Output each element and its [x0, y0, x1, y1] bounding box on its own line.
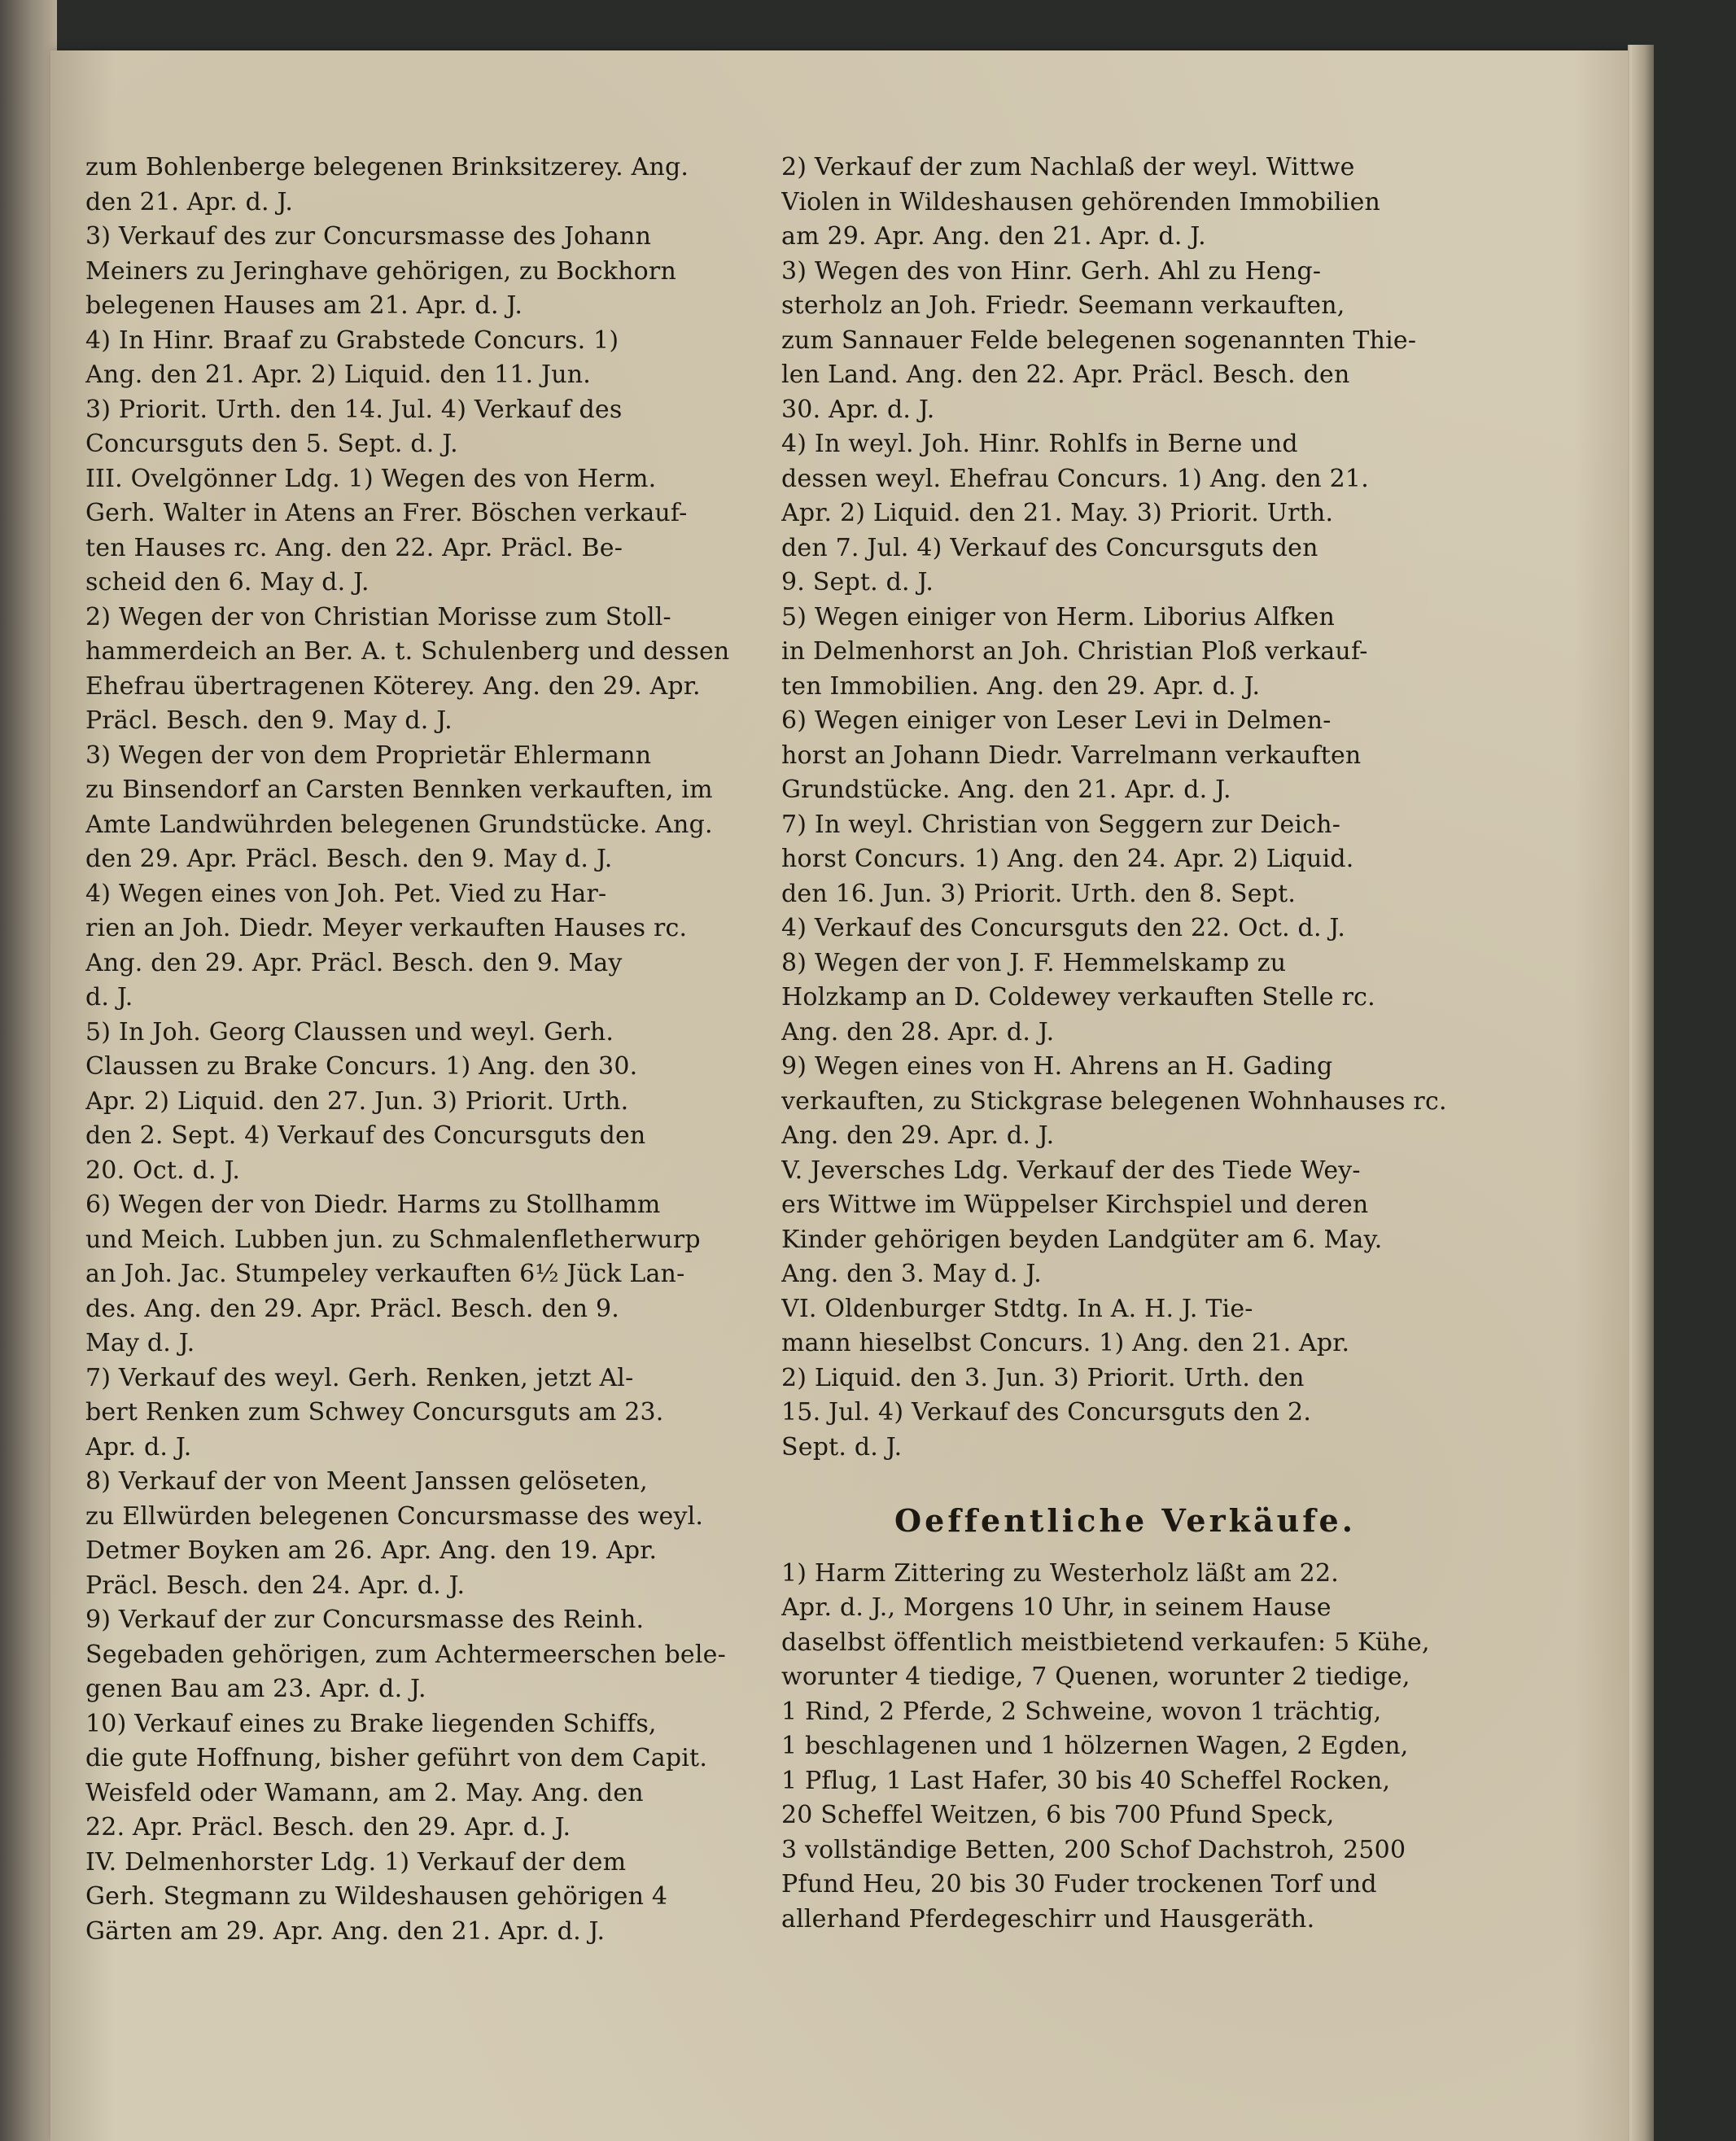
text-line: len Land. Ang. den 22. Apr. Präcl. Besch. den — [781, 360, 1350, 389]
text-line: Apr. 2) Liquid. den 21. May. 3) Priorit. Urth. — [781, 499, 1334, 527]
text-line: allerhand Pferdegeschirr und Hausgeräth. — [781, 1904, 1315, 1933]
text-line: Claussen zu Brake Concurs. 1) Ang. den 30. — [85, 1052, 638, 1081]
text-line: Apr. d. J., Morgens 10 Uhr, in seinem Hause — [781, 1593, 1332, 1622]
text-line: 15. Jul. 4) Verkauf des Concursguts den 2. — [781, 1398, 1312, 1427]
text-line: horst an Johann Diedr. Varrelmann verkauften — [781, 741, 1362, 770]
text-line: Violen in Wildeshausen gehörenden Immobilien — [781, 187, 1381, 216]
text-line: 8) Wegen der von J. F. Hemmelskamp zu — [781, 948, 1287, 977]
text-line: Gärten am 29. Apr. Ang. den 21. Apr. d. J. — [85, 1916, 606, 1946]
text-line: und Meich. Lubben jun. zu Schmalenfletherwurp — [85, 1225, 701, 1254]
text-line: 22. Apr. Präcl. Besch. den 29. Apr. d. J. — [85, 1813, 571, 1842]
text-line: ten Immobilien. Ang. den 29. Apr. d. J. — [781, 671, 1261, 701]
text-line: 30. Apr. d. J. — [781, 395, 935, 424]
text-line: May d. J. — [85, 1329, 195, 1357]
text-line: 9) Wegen eines von H. Ahrens an H. Gading — [781, 1052, 1333, 1081]
text-line: 5) Wegen einiger von Herm. Liborius Alfken — [781, 602, 1336, 631]
text-line: genen Bau am 23. Apr. d. J. — [85, 1675, 426, 1703]
text-line: den 29. Apr. Präcl. Besch. den 9. May d. J. — [85, 845, 613, 873]
text-line: zu Binsendorf an Carsten Bennken verkauften, im — [85, 776, 713, 804]
text-line: 7) In weyl. Christian von Seggern zur Deich- — [781, 810, 1341, 839]
text-line: 2) Verkauf der zum Nachlaß der weyl. Wittwe — [781, 153, 1355, 181]
text-line: 2) Liquid. den 3. Jun. 3) Priorit. Urth. den — [781, 1363, 1305, 1392]
text-line: Ang. den 29. Apr. Präcl. Besch. den 9. May — [85, 948, 623, 977]
text-line: verkauften, zu Stickgrase belegenen Wohnhauses rc. — [781, 1086, 1447, 1116]
left-column — [85, 151, 741, 1949]
text-line: Gerh. Stegmann zu Wildeshausen gehörigen 4 — [85, 1882, 668, 1911]
text-line: IV. Delmenhorster Ldg. 1) Verkauf der dem — [85, 1847, 627, 1877]
page-edge — [1628, 45, 1654, 2141]
text-line: 6) Wegen einiger von Leser Levi in Delmen- — [781, 706, 1332, 735]
text-line: den 21. Apr. d. J. — [85, 187, 294, 216]
text-line: d. J. — [85, 983, 133, 1012]
text-line: 1 beschlagenen und 1 hölzernen Wagen, 2 Egden, — [781, 1732, 1409, 1760]
text-line: 6) Wegen der von Diedr. Harms zu Stollhamm — [85, 1191, 661, 1219]
text-line: horst Concurs. 1) Ang. den 24. Apr. 2) Liquid. — [781, 845, 1354, 873]
text-line: den 16. Jun. 3) Priorit. Urth. den 8. Sept. — [781, 879, 1297, 908]
text-line: Ang. den 28. Apr. d. J. — [781, 1017, 1055, 1046]
text-line: sterholz an Joh. Friedr. Seemann verkauften, — [781, 291, 1345, 320]
text-line: 9. Sept. d. J. — [781, 568, 934, 596]
text-line: Meiners zu Jeringhave gehörigen, zu Bockhorn — [85, 256, 676, 286]
text-line: dessen weyl. Ehefrau Concurs. 1) Ang. den 21. — [781, 464, 1369, 493]
text-line: 1) Harm Zittering zu Westerholz läßt am 22. — [781, 1558, 1339, 1588]
text-line: daselbst öffentlich meistbietend verkaufen: 5 Kühe, — [781, 1628, 1430, 1657]
text-line: Ang. den 3. May d. J. — [781, 1260, 1043, 1288]
text-line: 3) Wegen der von dem Proprietär Ehlermann — [85, 741, 652, 770]
text-line: ers Wittwe im Wüppelser Kirchspiel und deren — [781, 1191, 1369, 1219]
text-line: zum Sannauer Felde belegenen sogenannten Thie- — [781, 326, 1417, 355]
text-line: Ehefrau übertragenen Köterey. Ang. den 29. Apr. — [85, 671, 701, 701]
text-line: den 7. Jul. 4) Verkauf des Concursguts den — [781, 533, 1318, 562]
text-line: hammerdeich an Ber. A. t. Schulenberg und dessen — [85, 637, 730, 666]
text-line: in Delmenhorst an Joh. Christian Ploß verkauf- — [781, 637, 1368, 666]
text-line: Ang. den 21. Apr. 2) Liquid. den 11. Jun. — [85, 360, 592, 389]
text-line: mann hieselbst Concurs. 1) Ang. den 21. Apr. — [781, 1329, 1350, 1357]
text-line: 3) Wegen des von Hinr. Gerh. Ahl zu Heng- — [781, 256, 1322, 286]
section-heading: Oeffentliche Verkäufe. — [894, 1502, 1356, 1539]
text-line: Präcl. Besch. den 9. May d. J. — [85, 706, 453, 735]
text-line: Holzkamp an D. Coldewey verkauften Stelle rc. — [781, 983, 1375, 1012]
text-line: 4) Verkauf des Concursguts den 22. Oct. d. J. — [781, 914, 1346, 942]
book-gutter — [0, 0, 57, 2141]
text-line: die gute Hoffnung, bisher geführt von dem Capit. — [85, 1744, 708, 1772]
text-line: an Joh. Jac. Stumpeley verkauften 6½ Jück Lan- — [85, 1260, 685, 1288]
text-line: 20 Scheffel Weitzen, 6 bis 700 Pfund Speck, — [781, 1801, 1335, 1829]
text-line: Concursguts den 5. Sept. d. J. — [85, 430, 458, 458]
text-line: Amte Landwührden belegenen Grundstücke. Ang. — [85, 810, 713, 839]
text-line: 8) Verkauf der von Meent Janssen gelöseten, — [85, 1467, 648, 1496]
text-line: 3) Priorit. Urth. den 14. Jul. 4) Verkauf des — [85, 395, 623, 424]
text-line: Sept. d. J. — [781, 1432, 903, 1462]
text-line: den 2. Sept. 4) Verkauf des Concursguts den — [85, 1121, 646, 1150]
text-line: 7) Verkauf des weyl. Gerh. Renken, jetzt Al- — [85, 1363, 634, 1392]
text-line: Ang. den 29. Apr. d. J. — [781, 1121, 1055, 1150]
text-line: Gerh. Walter in Atens an Frer. Böschen verkauf- — [85, 499, 688, 527]
text-line: III. Ovelgönner Ldg. 1) Wegen des von Herm. — [85, 464, 657, 493]
text-line: zum Bohlenberge belegenen Brinksitzerey. Ang. — [85, 153, 689, 181]
text-line: V. Jeversches Ldg. Verkauf der des Tiede Wey- — [781, 1156, 1361, 1185]
text-line: Kinder gehörigen beyden Landgüter am 6. May. — [781, 1225, 1383, 1254]
text-line: Grundstücke. Ang. den 21. Apr. d. J. — [781, 776, 1231, 804]
text-line: 10) Verkauf eines zu Brake liegenden Schiffs, — [85, 1709, 657, 1738]
text-line: Präcl. Besch. den 24. Apr. d. J. — [85, 1571, 466, 1600]
text-line: am 29. Apr. Ang. den 21. Apr. d. J. — [781, 222, 1206, 251]
text-line: rien an Joh. Diedr. Meyer verkauften Hauses rc. — [85, 914, 688, 942]
text-line: 4) In weyl. Joh. Hinr. Rohlfs in Berne und — [781, 430, 1298, 458]
text-line: Weisfeld oder Wamann, am 2. May. Ang. den — [85, 1778, 644, 1807]
text-line: 1 Rind, 2 Pferde, 2 Schweine, wovon 1 trächtig, — [781, 1697, 1382, 1726]
text-line: des. Ang. den 29. Apr. Präcl. Besch. den 9. — [85, 1294, 620, 1323]
text-line: Apr. d. J. — [85, 1432, 192, 1462]
text-line: 1 Pflug, 1 Last Hafer, 30 bis 40 Scheffel Rocken, — [781, 1766, 1391, 1795]
text-line: 2) Wegen der von Christian Morisse zum Stoll- — [85, 602, 671, 631]
text-line: scheid den 6. May d. J. — [85, 568, 370, 596]
text-line: Segebaden gehörigen, zum Achtermeerschen bele- — [85, 1640, 726, 1669]
text-line: Apr. 2) Liquid. den 27. Jun. 3) Priorit. Urth. — [85, 1086, 629, 1116]
text-line: bert Renken zum Schwey Concursguts am 23. — [85, 1398, 664, 1427]
text-line: 3) Verkauf des zur Concursmasse des Johann — [85, 222, 652, 251]
text-line: ten Hauses rc. Ang. den 22. Apr. Präcl. Be- — [85, 533, 623, 562]
text-line: Detmer Boyken am 26. Apr. Ang. den 19. Apr. — [85, 1536, 658, 1565]
text-line: worunter 4 tiedige, 7 Quenen, worunter 2 tiedige, — [781, 1663, 1410, 1691]
text-line: belegenen Hauses am 21. Apr. d. J. — [85, 291, 523, 320]
text-line: Pfund Heu, 20 bis 30 Fuder trockenen Torf und — [781, 1870, 1377, 1898]
text-line: zu Ellwürden belegenen Concursmasse des weyl. — [85, 1501, 704, 1531]
text-line: 4) In Hinr. Braaf zu Grabstede Concurs. 1) — [85, 326, 619, 355]
text-line: 5) In Joh. Georg Claussen und weyl. Gerh. — [85, 1017, 614, 1046]
text-line: VI. Oldenburger Stdtg. In A. H. J. Tie- — [781, 1294, 1253, 1323]
text-line: 4) Wegen eines von Joh. Pet. Vied zu Har- — [85, 879, 607, 908]
text-line: 20. Oct. d. J. — [85, 1156, 241, 1185]
text-line: 9) Verkauf der zur Concursmasse des Reinh. — [85, 1606, 645, 1634]
text-line: 3 vollständige Betten, 200 Schof Dachstroh, 2500 — [781, 1835, 1406, 1864]
right-column — [781, 151, 1469, 1937]
